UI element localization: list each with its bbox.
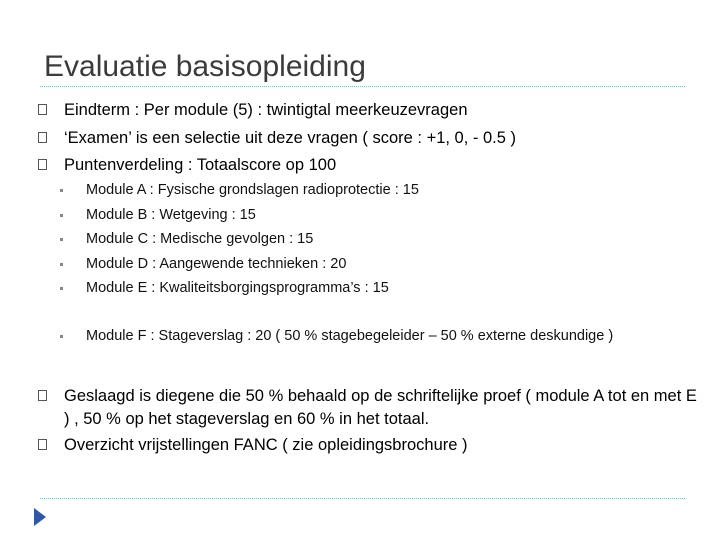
bullet-text: Puntenverdeling : Totaalscore op 100 <box>64 156 337 174</box>
module-item <box>58 254 698 274</box>
dot-bullet-icon <box>60 335 63 338</box>
checkbox-bullet-icon <box>38 439 47 450</box>
checkbox-bullet-icon <box>38 132 47 143</box>
bullet-item <box>38 385 698 431</box>
module-text: Module C : Medische gevolgen : 15 <box>86 231 314 247</box>
bullet-item <box>38 99 698 122</box>
checkbox-bullet-icon <box>38 104 47 115</box>
bullet-text: Eindterm : Per module (5) : twintigtal meerkeuzevragen <box>64 101 468 119</box>
dot-bullet-icon <box>60 189 63 192</box>
module-text: Module E : Kwaliteitsborgingsprogramma’s : 15 <box>86 280 389 296</box>
bullet-text: Overzicht vrijstellingen FANC ( zie opleidingsbrochure ) <box>64 436 468 454</box>
bullet-text: ‘Examen’ is een selectie uit deze vragen ( score : +1, 0, - 0.5 ) <box>64 129 516 147</box>
module-text: Module D : Aangewende technieken : 20 <box>86 256 347 272</box>
dot-bullet-icon <box>60 287 63 290</box>
bullet-item <box>38 434 698 457</box>
footer-divider <box>40 498 685 499</box>
title-divider <box>40 86 685 87</box>
module-item <box>58 205 698 225</box>
dot-bullet-icon <box>60 214 63 217</box>
module-item <box>58 180 698 200</box>
bullet-text: Geslaagd is diegene die 50 % behaald op de schriftelijke proef ( module A tot en met E ) , 50 % op het stageverslag en 60 % in het totaal. <box>64 387 697 428</box>
bullet-item <box>38 127 698 150</box>
module-text: Module A : Fysische grondslagen radioprotectie : 15 <box>86 182 419 198</box>
dot-bullet-icon <box>60 263 63 266</box>
play-arrow-icon <box>34 508 46 526</box>
dot-bullet-icon <box>60 238 63 241</box>
module-text: Module B : Wetgeving : 15 <box>86 207 256 223</box>
slide-title: Evaluatie basisopleiding <box>44 50 366 83</box>
module-item <box>58 278 698 298</box>
checkbox-bullet-icon <box>38 159 47 170</box>
module-item <box>58 229 698 249</box>
checkbox-bullet-icon <box>38 390 47 401</box>
module-text: Module F : Stageverslag : 20 ( 50 % stagebegeleider – 50 % externe deskundige ) <box>86 328 614 344</box>
module-item <box>58 326 698 346</box>
bullet-item <box>38 154 698 177</box>
